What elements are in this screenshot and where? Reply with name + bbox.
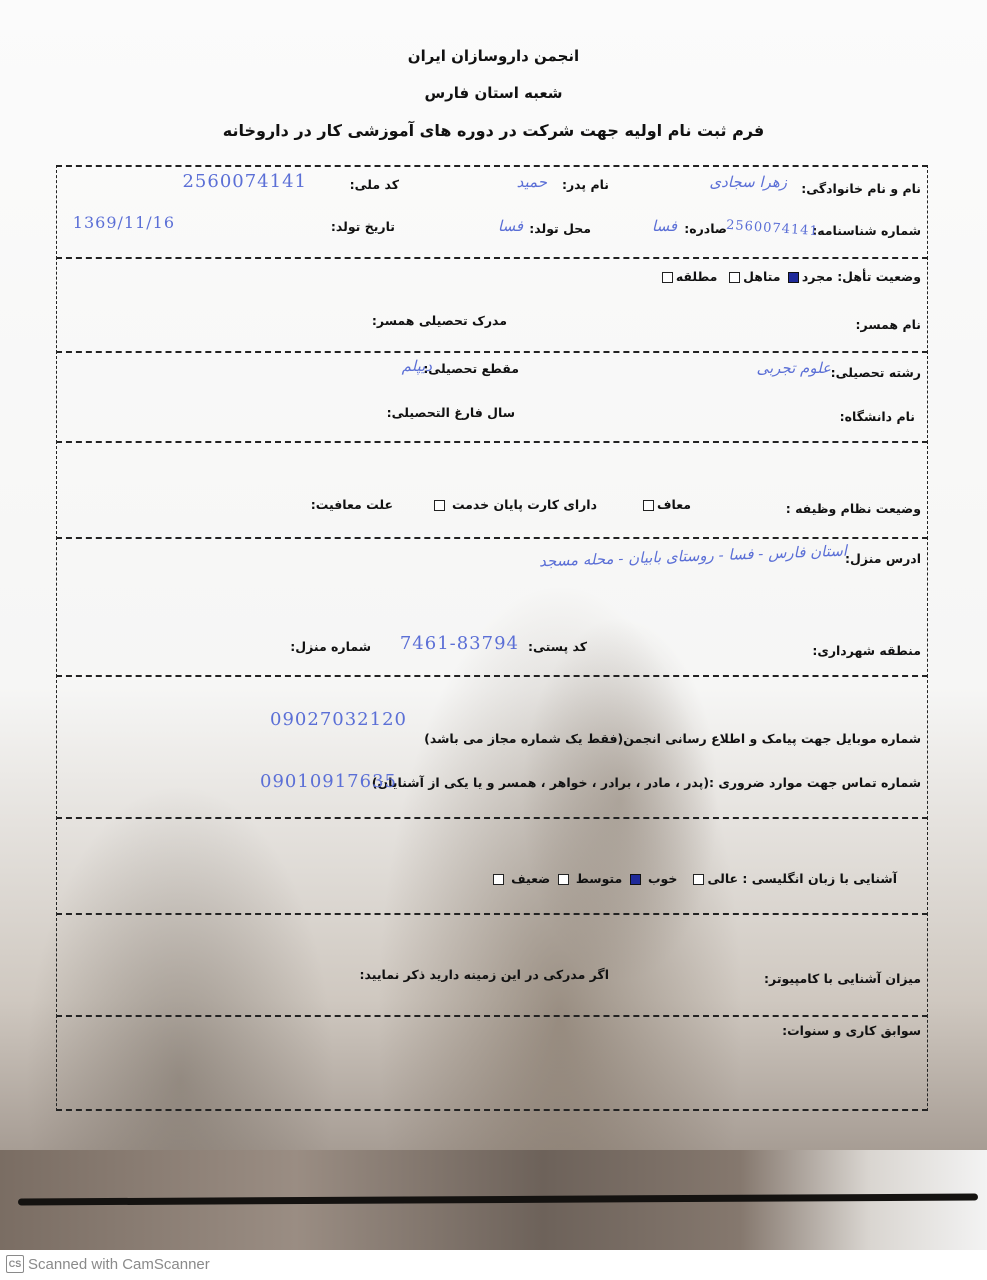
option-excellent-label: عالی [707, 871, 739, 886]
section-contact [56, 675, 928, 819]
degree-level-value[interactable]: دیپلم [401, 357, 432, 375]
house-phone-label: شماره منزل: [290, 639, 371, 654]
father-name-value[interactable]: حمید [516, 173, 547, 191]
birthplace-value[interactable]: فسا [497, 217, 523, 235]
spouse-name-label: نام همسر: [855, 317, 921, 332]
birthdate-label: تاریخ تولد: [330, 219, 395, 234]
military-status-label: وضیعت نظام وظیفه : [785, 501, 921, 516]
mobile-value[interactable]: 09027032120 [270, 709, 407, 730]
section-military [56, 441, 928, 539]
birth-cert-value[interactable]: 2560074141 [725, 217, 820, 240]
exempt-label: معاف [656, 497, 691, 512]
home-address-label: ادرس منزل: [845, 551, 921, 566]
field-of-study-value[interactable]: علوم تجربی [756, 359, 831, 377]
national-id-label: کد ملی: [349, 177, 399, 192]
option-divorced-label: مطلقه [675, 269, 718, 284]
service-card-checkbox[interactable] [434, 500, 445, 511]
weak-checkbox[interactable] [493, 874, 504, 885]
divorced-checkbox[interactable] [662, 272, 673, 283]
degree-level-label: مقطع تحصیلی: [423, 361, 519, 376]
emergency-contact-label: شماره تماس جهت موارد ضروری :(پدر ، مادر ، برادر ، خواهر ، همسر و یا یکی از آشنایان) [371, 775, 921, 790]
option-single-label: مجرد [801, 269, 833, 284]
section-address [56, 537, 928, 677]
birth-cert-label: شماره شناسنامه: [812, 223, 921, 238]
service-card-label: دارای کارت پایان خدمت [451, 497, 597, 512]
birthdate-value[interactable]: 1369/11/16 [72, 213, 175, 232]
marital-status-label: وضعیت تأهل: [837, 269, 921, 284]
good-checkbox[interactable] [630, 874, 641, 885]
postal-code-label: کد پستی: [527, 639, 587, 654]
exempt-checkbox[interactable] [643, 500, 654, 511]
home-address-value[interactable]: استان فارس - فسا - روستای بابیان - محله مسجد [538, 541, 848, 571]
section-english [56, 817, 928, 915]
municipal-district-label: منطقه شهرداری: [812, 643, 921, 658]
option-good-label: خوب [648, 871, 678, 886]
exemption-reason-label: علت معافیت: [310, 497, 393, 512]
camscanner-logo-icon: CS [6, 1255, 24, 1273]
field-of-study-label: رشته تحصیلی: [830, 365, 921, 380]
full-name-value[interactable]: زهرا سجادی [709, 173, 787, 191]
section-marital [56, 257, 928, 353]
form-title: فرم ثبت نام اولیه جهت شرکت در دوره های آموزشی کار در داروخانه [222, 121, 765, 140]
work-experience-label: سوابق کاری و سنوات: [782, 1023, 921, 1038]
option-weak-label: ضعیف [511, 871, 551, 886]
emergency-contact-value[interactable]: 09010917635 [260, 771, 397, 792]
branch-name: شعبه استان فارس [424, 84, 563, 102]
spouse-degree-label: مدرک تحصیلی همسر: [371, 313, 507, 328]
service-card-option [431, 497, 597, 512]
full-name-label: نام و نام خانوادگی: [801, 181, 921, 196]
average-checkbox[interactable] [558, 874, 569, 885]
marital-status-group [659, 269, 921, 284]
english-level-group [490, 871, 897, 886]
section-experience [56, 1015, 928, 1111]
organization-name: انجمن داروسازان ایران [407, 47, 580, 65]
form-header [0, 38, 987, 149]
issued-value[interactable]: فسا [651, 217, 677, 235]
father-name-label: نام پدر: [561, 177, 609, 192]
section-personal [56, 165, 928, 259]
section-computer [56, 913, 928, 1017]
birthplace-label: محل تولد: [529, 221, 591, 236]
university-label: نام دانشگاه: [839, 409, 915, 424]
camscanner-watermark [6, 1254, 210, 1274]
mobile-label: شماره موبایل جهت پیامک و اطلاع رسانی انجمن(فقط یک شماره مجاز می باشد) [424, 731, 921, 746]
single-checkbox[interactable] [788, 272, 799, 283]
national-id-value[interactable]: 2560074141 [182, 171, 307, 192]
camscanner-text: Scanned with CamScanner [28, 1255, 210, 1273]
exempt-option [640, 497, 691, 512]
excellent-checkbox[interactable] [693, 874, 704, 885]
option-average-label: متوسط [575, 871, 623, 886]
married-checkbox[interactable] [729, 272, 740, 283]
computer-skill-label: میزان آشنایی با کامپیوتر: [764, 971, 921, 986]
postal-code-value[interactable]: 7461-83794 [399, 633, 519, 654]
option-married-label: متاهل [743, 269, 781, 284]
english-level-label: آشنایی با زبان انگلیسی : [742, 871, 897, 886]
computer-cert-label: اگر مدرکی در این زمینه دارید ذکر نمایید: [359, 967, 609, 982]
section-education [56, 351, 928, 443]
graduation-year-label: سال فارغ التحصیلی: [386, 405, 515, 420]
issued-label: صادره: [684, 221, 727, 236]
